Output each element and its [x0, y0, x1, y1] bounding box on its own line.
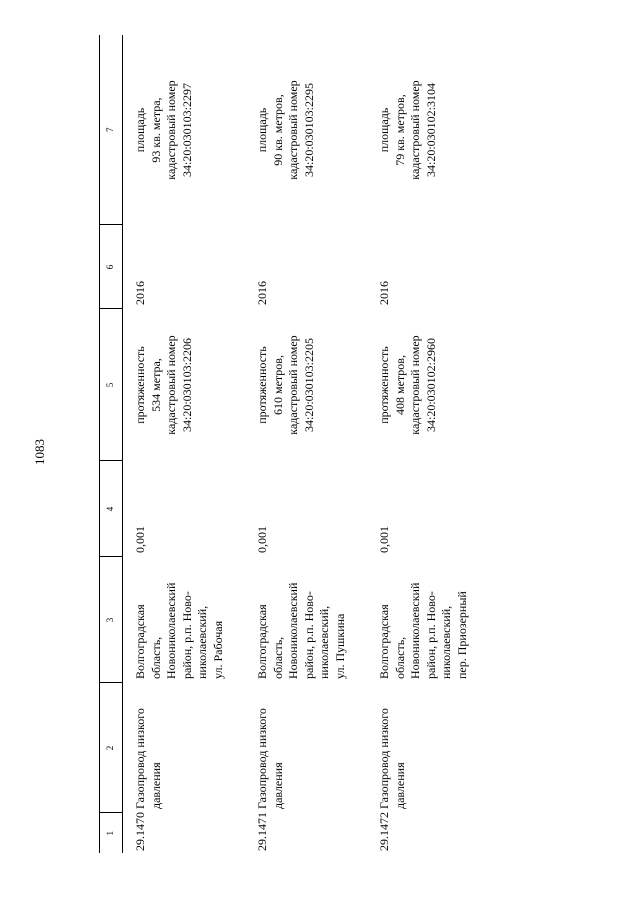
column-header: 1 [100, 813, 123, 853]
table-row [123, 35, 246, 853]
row-number: 29.1472 [377, 812, 391, 851]
row-number: 29.1470 [133, 812, 147, 851]
object-value: 0,001 [255, 526, 269, 553]
table-row [245, 35, 367, 853]
column-header: 2 [100, 683, 123, 813]
registry-table [99, 35, 489, 853]
object-length: протяженность 610 метров, кадастровый номер 34:20:030103:2205 [255, 335, 316, 435]
object-value: 0,001 [377, 526, 391, 553]
object-area: площадь 90 кв. метров, кадастровый номер 34:20:030103:2295 [255, 80, 316, 180]
row-number: 29.1471 [255, 812, 269, 851]
registry-table-container [99, 35, 627, 853]
object-name: Газопровод низкого давления [255, 708, 285, 809]
object-length: протяженность 534 метра, кадастровый номер 34:20:030103:2206 [133, 335, 194, 435]
object-value: 0,001 [133, 526, 147, 553]
object-year: 2016 [133, 281, 147, 305]
object-name: Газопровод низкого давления [377, 708, 407, 809]
object-name: Газопровод низкого давления [133, 708, 163, 809]
page-number: 1083 [32, 439, 47, 465]
object-address: Волгоградская область, Новониколаевский район, р.п. Ново- николаевский, пер. Приозерный [377, 582, 469, 679]
table-header-row [100, 35, 123, 853]
object-address: Волгоградская область, Новониколаевский район, р.п. Ново- николаевский, ул. Рабочая [133, 582, 225, 679]
column-header: 5 [100, 309, 123, 461]
column-header: 4 [100, 461, 123, 557]
object-year: 2016 [377, 281, 391, 305]
column-header: 3 [100, 557, 123, 683]
object-area: площадь 93 кв. метра, кадастровый номер 34:20:030103:2297 [133, 80, 194, 180]
table-row [367, 35, 489, 853]
object-year: 2016 [255, 281, 269, 305]
column-header: 7 [100, 35, 123, 225]
object-area: площадь 79 кв. метров, кадастровый номер 34:20:030102:3104 [377, 80, 438, 180]
object-length: протяженность 408 метров, кадастровый номер 34:20:030102:2960 [377, 335, 438, 435]
column-header: 6 [100, 225, 123, 309]
object-address: Волгоградская область, Новониколаевский район, р.п. Ново- николаевский, ул. Пушкина [255, 582, 347, 679]
